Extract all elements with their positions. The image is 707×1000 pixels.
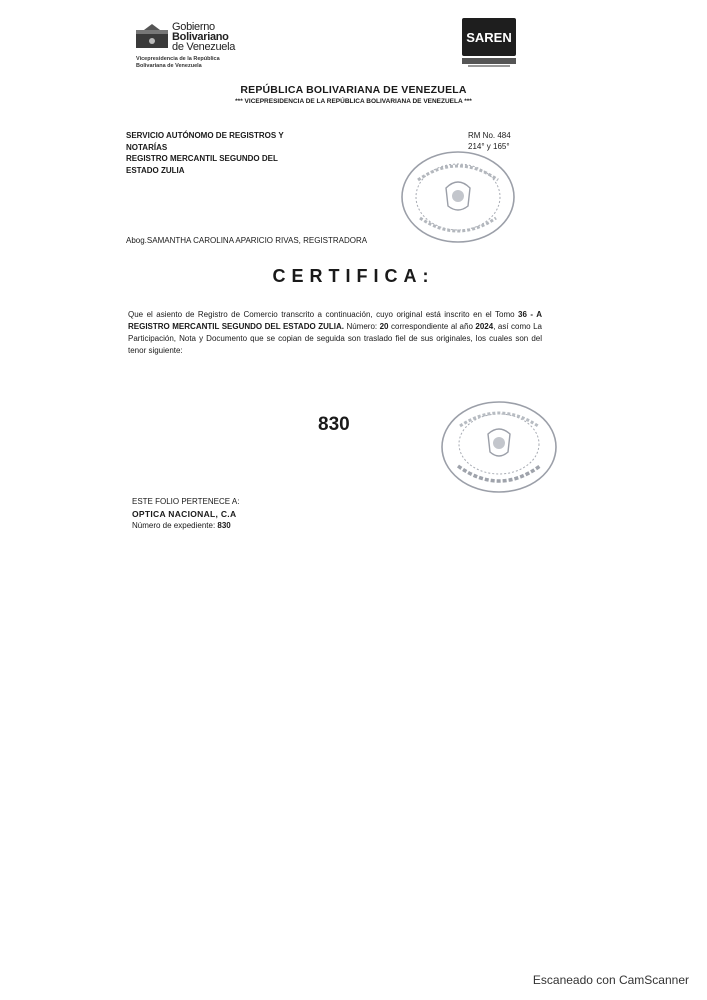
office-line: NOTARÍAS — [126, 142, 168, 152]
certification-paragraph: Que el asiento de Registro de Comercio transcrito a continuación, cuyo original está inscrito en el Tomo 36 - A REGISTRO MERCANTIL SEGUNDO DEL ESTADO ZULIA. Número: 20 correspondiente al año 2024, así como La Participación, Nota y Documento que se copian de seguida son traslado fiel de sus originales, los cuales son del tenor siguiente: — [128, 310, 542, 355]
document-header-subtitle: *** VICEPRESIDENCIA DE LA REPÚBLICA BOLIVARIANA DE VENEZUELA *** — [235, 98, 472, 105]
company-name: OPTICA NACIONAL, C.A — [132, 509, 237, 519]
registry-number: 20 — [379, 322, 389, 331]
venezuela-coat-of-arms-icon — [136, 24, 168, 50]
registrar-name: Abog.SAMANTHA CAROLINA APARICIO RIVAS, REGISTRADORA — [126, 236, 368, 245]
document-header-title: REPÚBLICA BOLIVARIANA DE VENEZUELA — [240, 84, 467, 96]
folio-owner-block — [132, 496, 239, 532]
office-line: REGISTRO MERCANTIL SEGUNDO DEL — [126, 154, 278, 163]
official-seal-icon — [398, 148, 518, 246]
saren-logo-text: SAREN — [462, 18, 516, 56]
saren-logo-bar — [462, 58, 516, 64]
rm-years: 214° y 165° — [468, 142, 510, 151]
office-line: SERVICIO AUTÓNOMO DE REGISTROS Y — [126, 131, 284, 140]
scanner-watermark: Escaneado con CamScanner — [532, 973, 689, 987]
tomo-reference: 36 - A REGISTRO MERCANTIL SEGUNDO DEL ESTADO ZULIA. — [128, 310, 542, 331]
office-line: ESTADO ZULIA — [126, 165, 185, 175]
official-seal-icon — [438, 398, 560, 496]
government-logo — [136, 18, 246, 76]
office-block — [126, 130, 284, 176]
saren-logo — [462, 18, 517, 68]
government-logo-subtext: Vicepresidencia de la República Bolivariana de Venezuela — [136, 56, 220, 69]
expediente-line: Número de expediente: 830 — [132, 521, 231, 530]
government-logo-text: Gobierno Bolivariano de Venezuela — [172, 21, 236, 53]
folio-number: 830 — [318, 414, 350, 435]
rm-number: RM No. 484 — [468, 131, 511, 140]
expediente-number: 830 — [217, 521, 231, 530]
certifica-heading: CERTIFICA: — [272, 266, 435, 286]
registry-year: 2024 — [475, 322, 494, 331]
saren-logo-underline — [468, 65, 510, 67]
folio-owner-label: ESTE FOLIO PERTENECE A: — [132, 497, 240, 506]
